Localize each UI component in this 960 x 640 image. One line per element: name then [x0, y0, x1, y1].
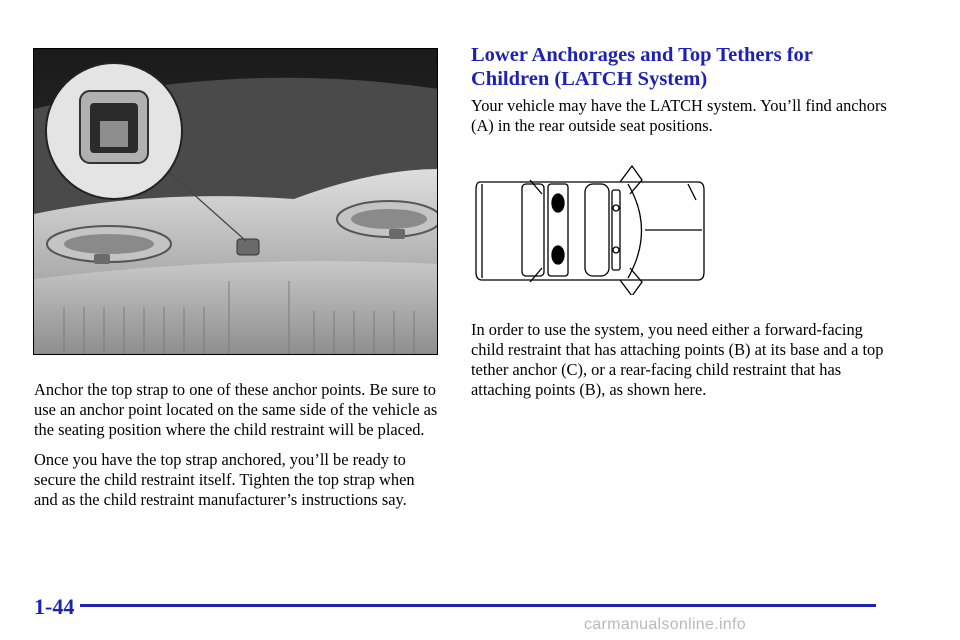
- paragraph: Anchor the top strap to one of these anchor points. Be sure to use an anchor point located on the same side of the vehicle as the seating position where the child restraint will be placed.: [34, 380, 438, 439]
- footer-rule: [80, 604, 876, 607]
- latch-vehicle-diagram: [470, 160, 710, 295]
- paragraph: In order to use the system, you need either a forward-facing child restraint that has attaching points (B) at its base and a top tether anchor (C), or a rear-facing child restraint that has attaching points (B), as shown here.: [471, 320, 884, 399]
- left-column-text: [34, 380, 439, 520]
- paragraph: Your vehicle may have the LATCH system. You’ll find anchors (A) in the rear outside seat positions.: [471, 96, 887, 135]
- page-number: 1-44: [34, 594, 75, 619]
- anchor-points-photo: [33, 48, 438, 355]
- paragraph: Once you have the top strap anchored, you’ll be ready to secure the child restraint itself. Tighten the top strap when and as the child restraint manufacturer’s instructions say.: [34, 450, 415, 509]
- section-heading: Lower Anchorages and Top Tethers for Children (LATCH System): [471, 44, 813, 90]
- watermark: carmanualsonline.info: [584, 616, 746, 633]
